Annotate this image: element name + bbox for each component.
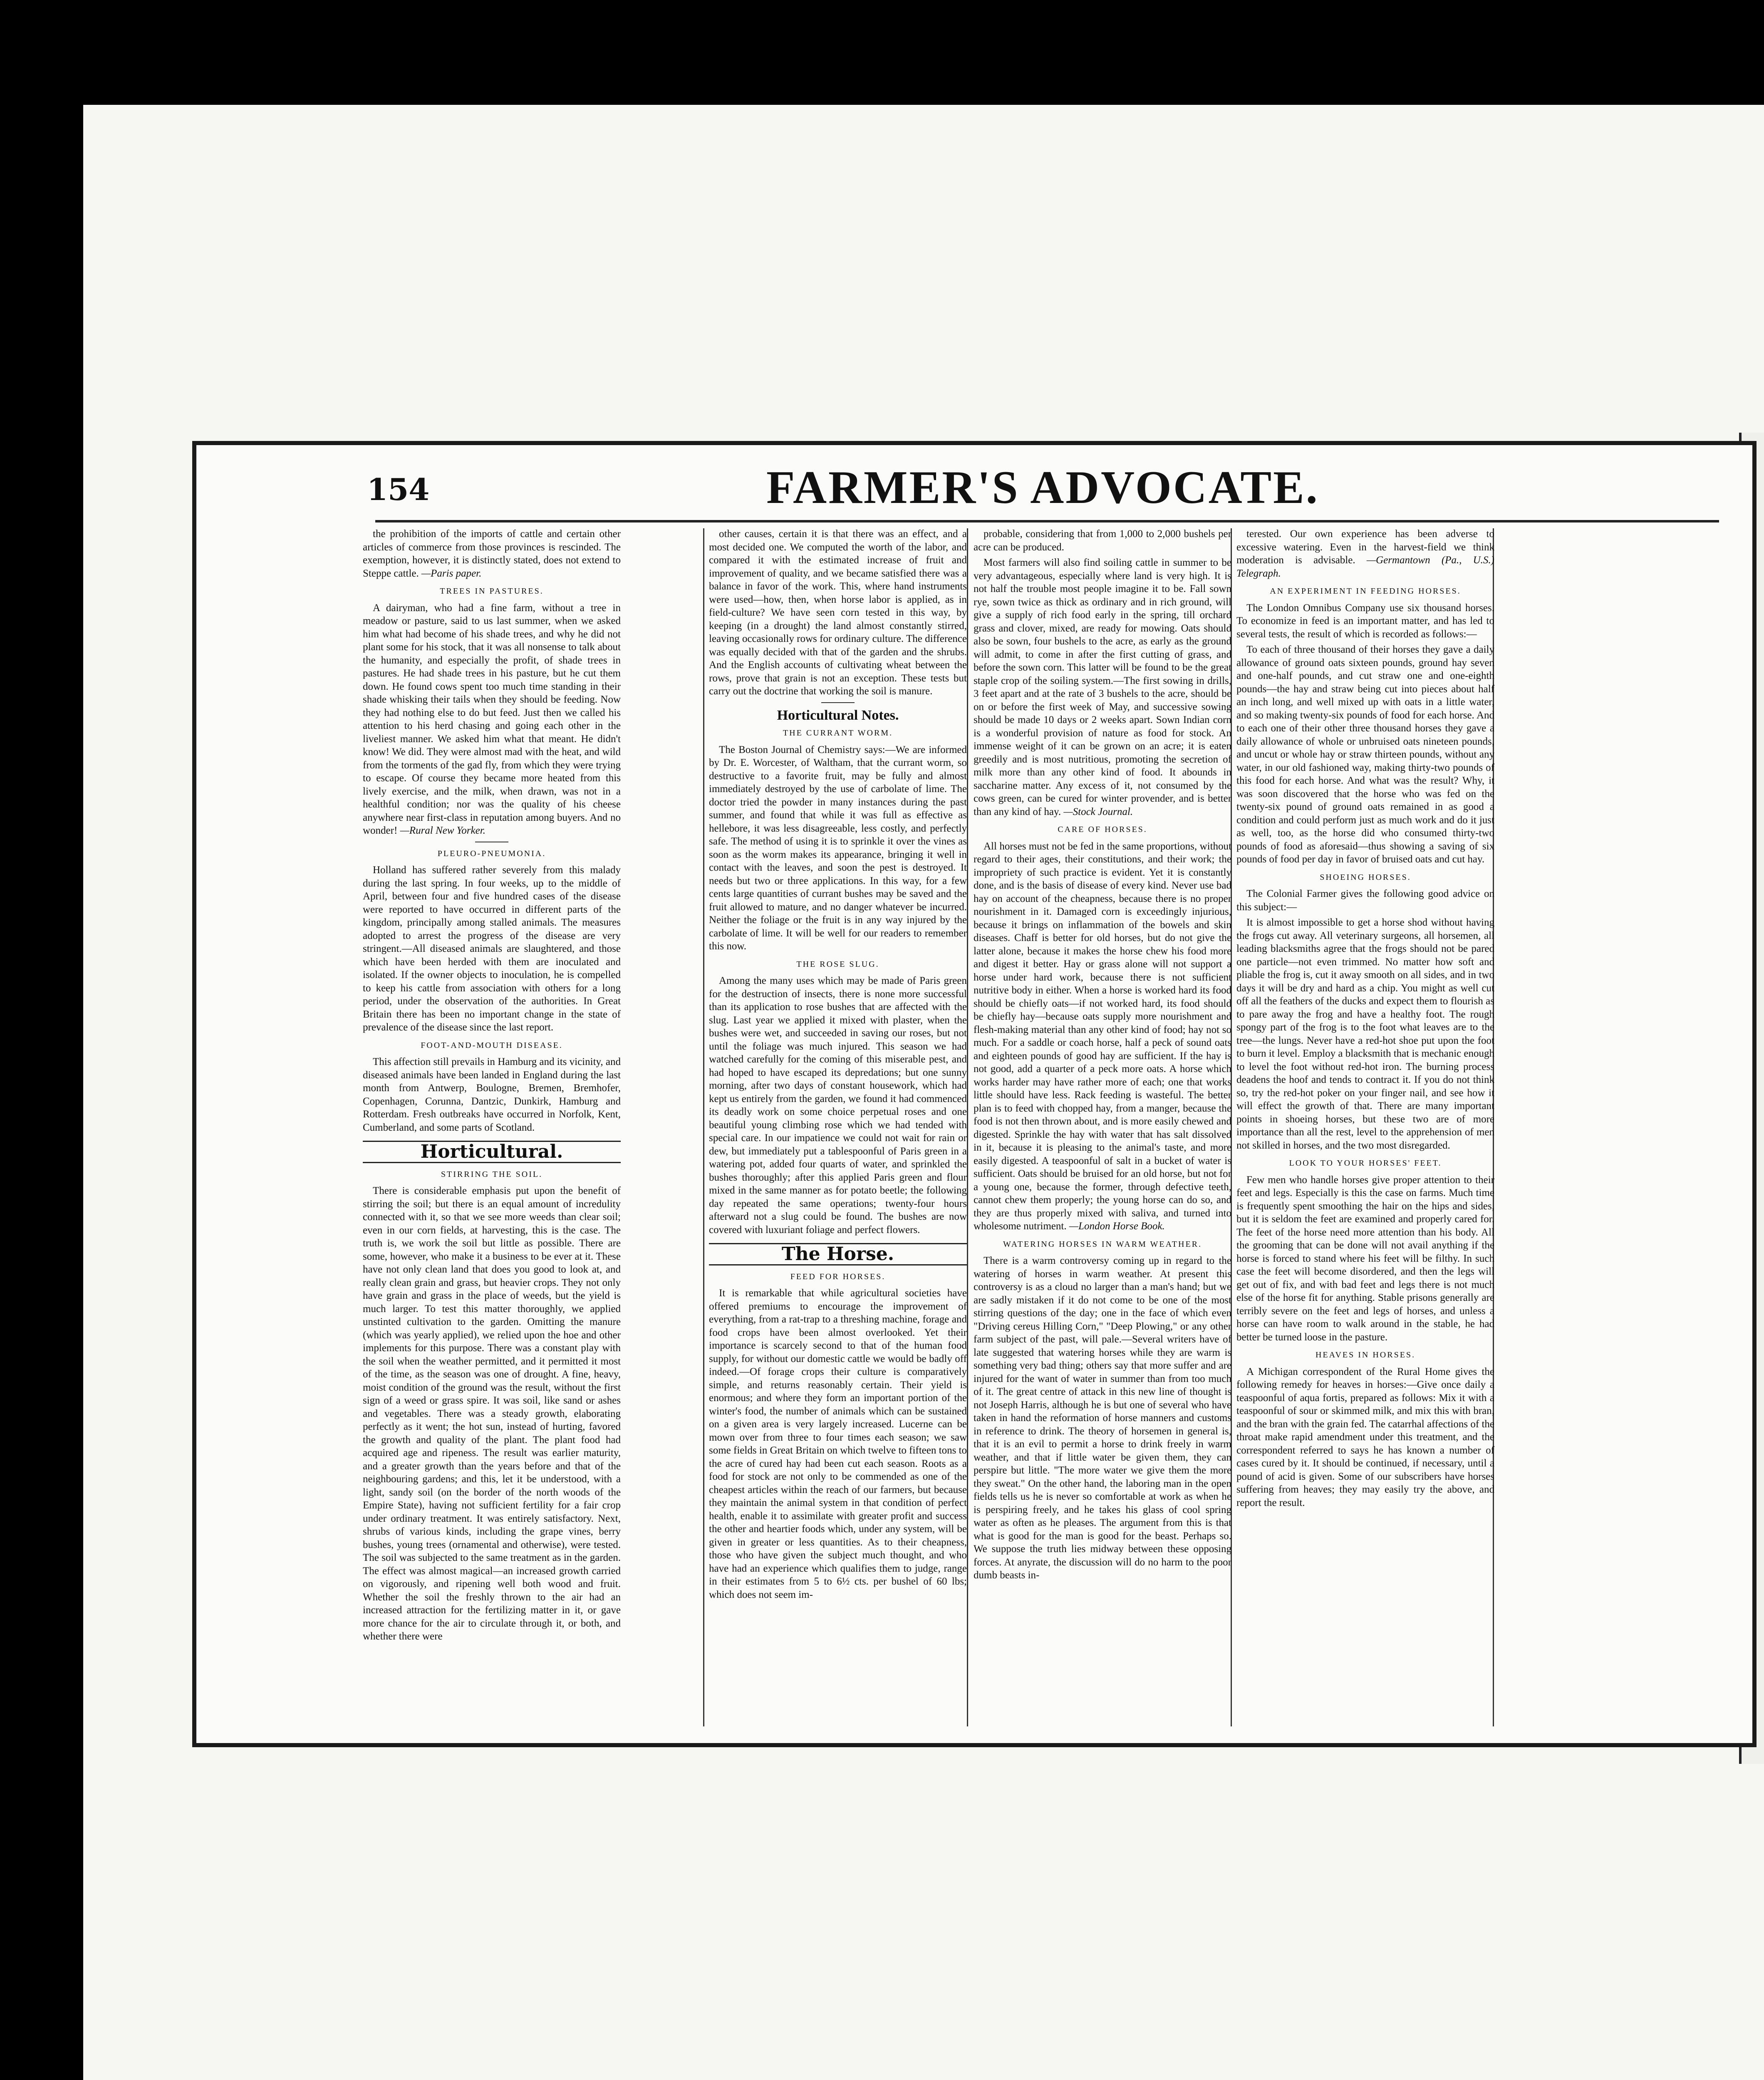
section-heading: The Horse. [709, 1243, 967, 1265]
paragraph: the prohibition of the imports of cattle and certain other articles of commerce from those provinces is rescinded. The exemption, however, it is distinctly stated, does not extend to Steppe cattle. —Paris paper. [363, 528, 621, 579]
paragraph: A Michigan correspondent of the Rural Home gives the following remedy for heaves in horses:—Give once daily a teaspoonful of aqua fortis, prepared as follows: Mix it with a teaspoonful of sour or skimmed milk, and mix this with bran, and the bran with the grain fed. The catarrhal affections of the throat make rapid amendment under this treatment, and the correspondent referred to says he has known a number of cases cured by it. It should be continued, if necessary, until a pound of acid is given. Some of our subscribers have horses suffering from heaves; they may easily try the above, and report the result. [1236, 1366, 1494, 1508]
masthead [196, 453, 1553, 516]
paragraph: To each of three thousand of their horses they gave a daily allowance of ground oats sixteen pounds, ground hay seven and one-half pounds, and cut straw one and one-eighth pounds—the hay and straw being cut into pieces about half an inch long, and well mixed up with oats in a little water, and so making twenty-six pounds of food for each horse. And to each one of their other three thousand horses they gave a daily allowance of whole or unbruised oats nineteen pounds, and uncut or whole hay or straw thirteen pounds, without any water, in our old fashioned way, making thirty-two pounds of this food for each horse. And what was the result? Why, it was soon discovered that the horse who was fed on the twenty-six pound of ground oats remained in as good a condition and could perform just as much work and do it just as well, too, as the horse did who consumed thirty-two pounds of food as aforesaid—thus showing a saving of six pounds of food per day in favor of bruised oats and cut hay. [1236, 644, 1494, 865]
article-heading: THE CURRANT WORM. [783, 728, 893, 738]
article-heading: CARE OF HORSES. [1058, 825, 1147, 834]
article-heading: LOOK TO YOUR HORSES' FEET. [1289, 1159, 1442, 1168]
paragraph: Few men who handle horses give proper attention to their feet and legs. Especially is this the case on farms. Much time is frequently spent smoothing the hair on the hips and sides, but it is seldom the feet are examined and properly cared for. The feet of the horse need more attention than his body. All the grooming that can be done will not avail anything if the horse is forced to stand where his feet will be filthy. In such case the feet will become disordered, and then the legs will get out of fix, and with bad feet and legs there is not much else of the horse fit for anything. Stable prisons generally are terribly severe on the feet and legs of horses, and unless a horse can have room to walk around in the stable, he had better be turned loose in the pasture. [1236, 1174, 1494, 1343]
newspaper-title: FARMER'S ADVOCATE. [766, 462, 1319, 513]
paragraph: All horses must not be fed in the same proportions, without regard to their ages, their constitutions, and their work; the impropriety of such practice is evident. Yet it is constantly done, and is the basis of disease of every kind. Never use bad hay on account of the cheapness, because there is no proper nourishment in it. Damaged corn is exceedingly injurious, because it brings on inflammation of the bowels and skin diseases. Chaff is better for old horses, but do not give the latter alone, because it makes the horse chew his food more and digest it better. Hay or grass alone will not support a horse under hard work, because there is not sufficient nutritive body in either. When a horse is worked hard its food should be chiefly oats—if not worked hard, its food should be chiefly hay—because oats supply more nourishment and flesh-making material than any other kind of food; hay not so much. For a saddle or coach horse, half a peck of sound oats and eighteen pounds of good hay are sufficient. If the hay is not good, add a quarter of a peck more oats. A horse which works harder may have rather more of each; one that works little should have less. Rack feeding is wasteful. The better plan is to feed with chopped hay, from a manger, because the food is not then thrown about, and is more easily chewed and digested. Sprinkle the hay with water that has salt dissolved in it, because it is pleasing to the animal's taste, and more easily digested. A teaspoonful of salt in a bucket of water is sufficient. Oats should be bruised for an old horse, but not for a young one, because the former, through defective teeth, cannot chew them properly; the young horse can do so, and they are thus properly mixed with saliva, and turned into wholesome nutriment. —London Horse Book. [974, 840, 1231, 1232]
column-2 [709, 527, 967, 1721]
article-heading: SHOEING HORSES. [1320, 872, 1411, 882]
page-number: 154 [367, 472, 430, 507]
paragraph: There is a warm controversy coming up in regard to the watering of horses in warm weather. At present this controversy is as a cloud no larger than a man's hand; but we are sadly mistaken if it do not come to be one of the most stirring questions of the day; one in the face of which even "Driving cereus Hilling Corn," "Deep Plowing," or any other farm subject of the past, will pale.—Several writers have of late suggested that watering horses while they are warm is something very bad thing; others say that more suffer and are injured for the want of water in summer than from too much of it. The great centre of attack in this new line of thought is not Joseph Harris, although he is but one of several who have taken in hand the reformation of horse manners and customs in reference to drink. The theory of horsemen in general is, that it is an evil to permit a horse to drink freely in warm weather, and that if little water be given them, they can perspire but little. "The more water we give them the more they sweat." On the other hand, the laboring man in the open fields tells us he is never so comfortable at work as when he is perspiring freely, and he takes his glass of cool spring water as often as he pleases. The argument from this is that what is good for the man is good for the beast. Perhaps so. We suppose the truth lies midway between these opposing forces. At anyrate, the discussion will do no harm to the poor dumb beasts in- [974, 1255, 1231, 1581]
paragraph: Most farmers will also find soiling cattle in summer to be very advantageous, especially where land is very high. It is not half the trouble most people imagine it to be. Fall sown rye, sown twice as thick as ordinary and in rich ground, will give a supply of rich food early in the spring, till orchard grass and clover, mixed, are ready for mowing. Oats should also be sown, four bushels to the acre, as early as the ground will admit, to come in after the first cutting of grass, and before the sown corn. This latter will be found to be the great staple crop of the soiling system.—The first sowing in drills, 3 feet apart and at the rate of 3 bushels to the acre, should be on or before the first week of May, and successive sowing should be made 10 days or 2 weeks apart. Sown Indian corn is a wonderful provision of nature as food for stock. An immense weight of it can be grown on an acre; it is eaten greedily and is most nutritious, promoting the secretion of milk more than any other kind of food. It abounds in saccharine matter. Any excess of it, not consumed by the cows green, can be cured for winter provender, and is better than any kind of hay. —Stock Journal. [974, 557, 1231, 817]
paragraph: The London Omnibus Company use six thousand horses. To economize in feed is an important matter, and has led to several tests, the result of which is recorded as follows:— [1236, 602, 1494, 640]
article-heading: WATERING HORSES IN WARM WEATHER. [1003, 1239, 1202, 1249]
paragraph: terested. Our own experience has been adverse to excessive watering. Even in the harvest-field we think moderation is advisable. —Germantown (Pa., U.S.) Telegraph. [1236, 528, 1494, 579]
article-heading: FEED FOR HORSES. [790, 1272, 886, 1281]
column-rule [703, 528, 704, 1726]
column-3 [974, 527, 1231, 1721]
section-heading: Horticultural. [363, 1141, 621, 1163]
article-heading: THE ROSE SLUG. [796, 959, 880, 969]
paragraph: The Colonial Farmer gives the following good advice on this subject:— [1236, 888, 1494, 913]
column-4 [1236, 527, 1494, 1721]
paragraph: other causes, certain it is that there was an effect, and a most decided one. We computed the worth of the labor, and compared it with the estimated increase of fruit and improvement of quality, and we became satisfied there was a balance in favor of the work. This, where hand instruments were used—how, then, when horse labor is applied, as in field-culture? We have seen corn tested in this way, by keeping (in a drought) the land almost constantly stirred, leaving occasionally rows for ordinary culture. The difference was equally decided with that of the garden and the shrubs. And the English accounts of cultivating wheat between the rows, prove that grain is not an exception. These tests but carry out the doctrine that working the soil is manure. [709, 528, 967, 697]
paragraph: A dairyman, who had a fine farm, without a tree in meadow or pasture, said to us last summer, when we asked him what had become of his shade trees, and why he did not plant some for his stock, that it was all nonsense to talk about the humanity, and especially the profit, of shade trees in pastures. He had shade trees in his pasture, but he cut them down. He found cows spent too much time standing in their shade whisking their tails when they should be feeding. Now they had nothing else to do but feed. Just then we called his attention to his herd chasing and going each other in the liveliest manner. We asked him what that meant. He didn't know! We did. They were almost mad with the heat, and wild from the torments of the gad fly, from which they were trying to escape. Of course they became more heated from this lively exercise, and the milk, when drawn, was not in a healthful condition; nor was the quality of his cheese anywhere near first-class in reputation among buyers. And no wonder! —Rural New Yorker. [363, 602, 621, 836]
paragraph: Among the many uses which may be made of Paris green for the destruction of insects, there is none more successful than its application to rose bushes that are affected with the slug. Last year we applied it mixed with plaster, when the bushes were wet, and succeeded in saving our roses, but not until the foliage was much injured. This season we had watched carefully for the coming of this miserable pest, and had hoped to have escaped its depredations; but one sunny morning, after two days of constant housework, which had kept us entirely from the garden, we found it had commenced its deadly work on some choice perpetual roses and one beautiful young climbing rose which we had tended with special care. In our impatience we could not wait for rain or dew, but immediately put a tablespoonful of Paris green in a watering pot, added four quarts of water, and sprinkled the bushes thoroughly; after this applied Paris green and flour mixed in the same manner as for potato beetle; the following day repeated the same operations; twenty-four hours afterward not a slug could be found. The bushes are now covered with luxuriant foliage and perfect flowers. [709, 975, 967, 1236]
article-heading: STIRRING THE SOIL. [441, 1169, 543, 1179]
paragraph: It is remarkable that while agricultural societies have offered premiums to encourage the improvement of everything, from a rat-trap to a threshing machine, forage and food crops have been almost overlooked. Yet their importance is scarcely second to that of the human food supply, for without our domestic cattle we would be badly off indeed.—Of forage crops their culture is comparatively simple, and returns reasonably certain. Their yield is enormous; and where they form an important portion of the winter's food, the number of animals which can be sustained on a given area is very largely increased. Lucerne can be mown over from three to four times each season; we saw some fields in Great Britain on which twelve to fifteen tons to the acre of cured hay had been cut each season. Roots as a food for stock are not only to be commended as one of the cheapest articles within the reach of our farmers, but because they maintain the animal system in that condition of perfect health, enable it to assimilate with greater profit and success the other and heartier foods which, under any system, will be given in greater or less quantities. As to their cheapness, those who have given the subject much thought, and who have had an experience which qualifies them to judge, range in their estimates from 5 to 6½ cts. per bushel of 60 lbs; which does not seem im- [709, 1288, 967, 1600]
newspaper-page [192, 441, 1757, 1747]
header-rule [375, 520, 1719, 522]
paragraph: The Boston Journal of Chemistry says:—We are informed by Dr. E. Worcester, of Waltham, that the currant worm, so destructive to a favorite fruit, may be fully and almost immediately destroyed by the use of carbolate of lime. The doctor tried the powder in many instances during the past summer, and found that while it was full as effective as hellebore, it was less disagreeable, less costly, and perfectly safe. The method of using it is to sprinkle it over the vines as soon as the worm makes its appearance, bringing it well in contact with the leaves, and soon the pest is destroyed. It needs but two or three applications. In this way, for a few cents large quantities of currant bushes may be saved and the fruit allowed to mature, and no danger whatever be incurred. Neither the foliage or the fruit is in any way injured by the carbolate of lime. It will be well for our readers to remember this now. [709, 744, 967, 952]
article-heading: FOOT-AND-MOUTH DISEASE. [421, 1040, 563, 1050]
paragraph: This affection still prevails in Hamburg and its vicinity, and diseased animals have been landed in England during the last month from Antwerp, Boulogne, Bremen, Bremhofer, Copenhagen, Corunna, Dantzic, Dunkirk, Hamburg and Rotterdam. Fresh outbreaks have occurred in Norfolk, Kent, Cumberland, and some parts of Scotland. [363, 1056, 621, 1133]
article-heading: AN EXPERIMENT IN FEEDING HORSES. [1270, 587, 1461, 596]
paragraph: It is almost impossible to get a horse shod without having the frogs cut away. All veterinary surgeons, all horsemen, all leading blacksmiths agree that the frogs should not be pared one particle—not even trimmed. No matter how soft and pliable the frog is, cut it away smooth on all sides, and in two days it will be dry and hard as a chip. You might as well cut off all the feathers of the ducks and expect them to flourish as to pare away the frog and have a healthy foot. The rough spongy part of the frog is to the foot what leaves are to the tree—the lungs. Never have a red-hot shoe put upon the foot to burn it level. Employ a blacksmith that is mechanic enough to level the foot without red-hot iron. The burning process deadens the hoof and tends to contract it. If you do not think so, try the red-hot poker on your finger nail, and see how it will effect the growth of that. There are many important points in shoeing horses, but these two are of more importance than all the rest, level to the apprehension of men not skilled in horses, and the two most disregarded. [1236, 917, 1494, 1151]
paragraph: Holland has suffered rather severely from this malady during the last spring. In four weeks, up to the middle of April, between four and five hundred cases of the disease were reported to have occurred in different parts of the kingdom, principally among stalled animals. The measures adopted to arrest the progress of the disease are very stringent.—All diseased animals are slaughtered, and those which have been herded with them are inoculated and isolated. If the owner objects to inoculation, he is compelled to keep his cattle from association with others for a long period, under the observation of the authorities. In Great Britain there has been no important change in the state of prevalence of the disease since the last report. [363, 864, 621, 1033]
article-heading: TREES IN PASTURES. [440, 587, 544, 596]
article-heading: PLEURO-PNEUMONIA. [437, 849, 546, 858]
section-heading: Horticultural Notes. [777, 707, 899, 723]
column-1 [363, 527, 621, 1721]
column-rule [967, 528, 968, 1726]
separator [821, 702, 855, 703]
paragraph: There is considerable emphasis put upon the benefit of stirring the soil; but there is an equal amount of incredulity connected with it, so that we see more weeds than clear soil; even in our corn fields, at harvesting, this is the case. The truth is, we work the soil but little as possible. There are some, however, who make it a business to be ever at it. These have not only clean land that does you good to look at, and really clean grain and grass, but heavier crops. They not only have grain and grass in the place of weeds, but the yield is much larger. To test this matter thoroughly, we applied unstinted cultivation to the garden. Omitting the manure (which was yearly applied), we relied upon the hoe and other implements for this purpose. There was a constant play with the soil when the weather permitted, and it permitted it most of the time, as the season was one of drought. A fine, heavy, moist condition of the ground was the result, without the first sign of a weed or grass spire. It was soil, like sand or ashes and vegetables. There was a steady growth, elaborating perfectly as it went; the hot sun, instead of hurting, favored the growth and quality of the plant. The plant food had acquired age and ripeness. The result was earlier maturity, and a greater growth than the years before and that of the neighbouring gardens; and this, let it be understood, with a light, sandy soil (on the border of the north woods of the Empire State), having not sufficient fertility for a fair crop under ordinary treatment. It was entirely satisfactory. Next, shrubs of various kinds, including the grape vines, berry bushes, young trees (ornamental and otherwise), were tested. The soil was subjected to the same treatment as in the garden. The effect was almost magical—an increased growth carried on vigorously, and ripening well both wood and fruit. Whether the soil the freshly thrown to the air had an increased attraction for the fertilizing matter in it, or gave more chance for the air to circulate through it, or both, and whether there were [363, 1185, 621, 1642]
paragraph: probable, considering that from 1,000 to 2,000 bushels per acre can be produced. [974, 528, 1231, 553]
article-heading: HEAVES IN HORSES. [1315, 1350, 1416, 1359]
